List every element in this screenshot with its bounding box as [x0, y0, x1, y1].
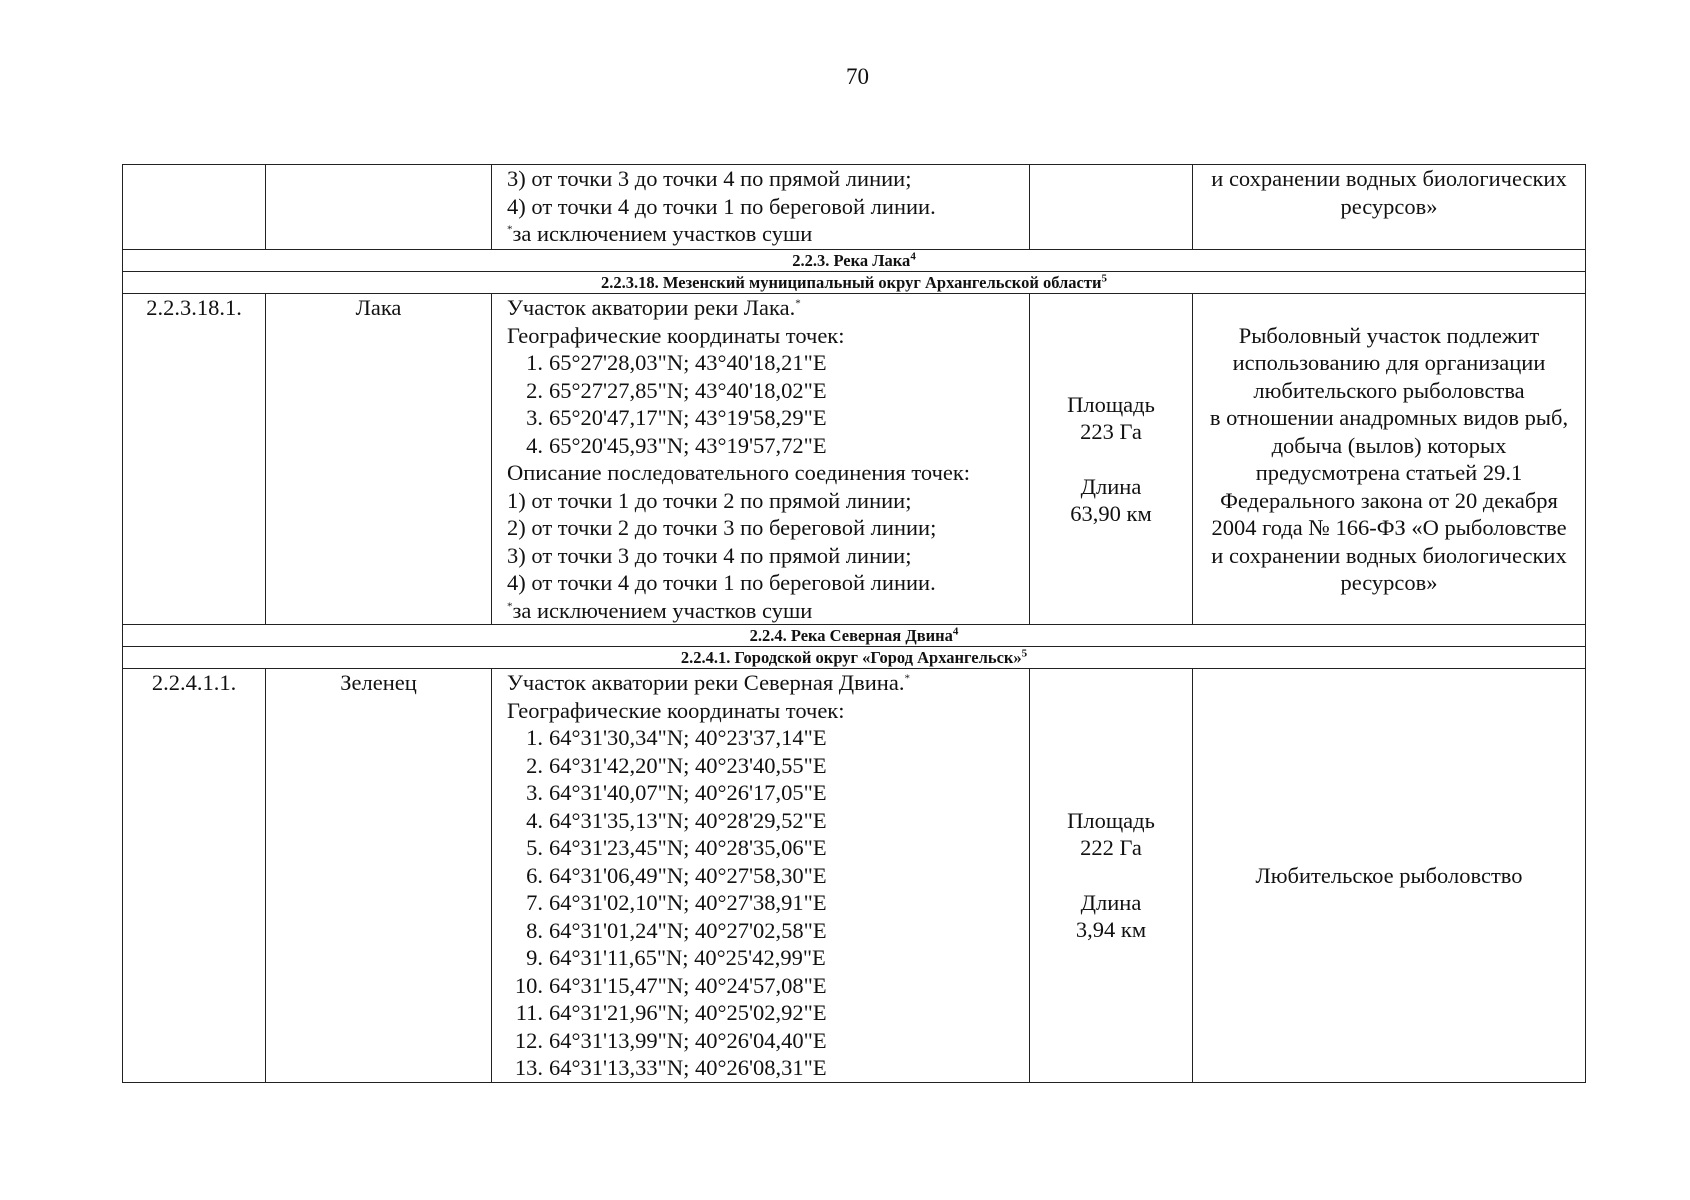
- purpose-line: и сохранении водных биологических: [1211, 166, 1567, 191]
- coords-label: Географические координаты точек:: [507, 322, 845, 348]
- area-label: Площадь: [1067, 391, 1155, 417]
- subsection-heading-row: [123, 272, 1586, 294]
- exclusion-note: *за исключением участков суши: [507, 221, 813, 246]
- size-cell: [1030, 669, 1193, 1083]
- length-value: 3,94 км: [1075, 917, 1147, 943]
- coordinate-item: 13. 64°31'13,33"N; 40°26'08,31"E: [514, 1055, 827, 1080]
- subsection-heading: 2.2.3.18. Мезенский муниципальный округ Архангельской области$^5$: [123, 272, 1586, 294]
- coordinate-item: 9. 64°31'11,65"N; 40°25'42,99"E: [526, 945, 826, 970]
- purpose-cell: Любительское рыболовство: [1193, 669, 1586, 1083]
- coordinate-item: 10. 64°31'15,47"N; 40°24'57,08"E: [514, 972, 827, 998]
- sequence-label: Описание последовательного соединения точек:: [507, 460, 971, 485]
- coordinate-item: 3. 64°31'40,07"N; 40°26'17,05"E: [526, 780, 827, 805]
- coordinate-item: 7. 64°31'02,10"N; 40°27'38,91"E: [526, 890, 827, 915]
- section-heading-row: [123, 625, 1586, 647]
- purpose-line: в отношении анадромных видов рыб,: [1209, 405, 1569, 430]
- description-title: Участок акватории реки Лака.*: [507, 295, 801, 320]
- coordinate-item: 4. 64°31'35,13"N; 40°28'29,52"E: [526, 807, 827, 833]
- purpose-line: добыча (вылов) которых: [1271, 432, 1507, 458]
- size-cell: [1030, 165, 1193, 250]
- description-cell: [492, 165, 1030, 250]
- exclusion-note: *за исключением участков суши: [507, 597, 813, 623]
- purpose-line: любительского рыболовства: [1253, 377, 1525, 403]
- purpose-cell: [1193, 165, 1586, 250]
- coordinate-item: 11. 64°31'21,96"N; 40°25'02,92"E: [515, 1000, 827, 1025]
- length-label: Длина: [1080, 473, 1142, 499]
- table-row: [123, 165, 1586, 250]
- coordinate-item: 1. 65°27'28,03"N; 43°40'18,21"E: [526, 350, 827, 375]
- purpose-line: Рыболовный участок подлежит: [1238, 322, 1540, 348]
- sequence-line: 2) от точки 2 до точки 3 по береговой линии;: [507, 515, 937, 540]
- coords-list: [507, 724, 1029, 1082]
- coordinate-item: 1. 64°31'30,34"N; 40°23'37,14"E: [526, 725, 827, 750]
- coordinate-item: 2. 64°31'42,20"N; 40°23'40,55"E: [526, 752, 827, 778]
- coordinate-item: 12. 64°31'13,99"N; 40°26'04,40"E: [514, 1027, 827, 1053]
- number-cell: 2.2.3.18.1.: [123, 294, 266, 625]
- coordinate-item: 2. 65°27'27,85"N; 43°40'18,02"E: [526, 377, 827, 403]
- area-label: Площадь: [1067, 807, 1155, 833]
- coordinate-item: 5. 64°31'23,45"N; 40°28'35,06"E: [526, 835, 827, 860]
- area-value: 222 Га: [1080, 835, 1142, 861]
- name-cell: Лака: [266, 294, 492, 625]
- purpose-line: использованию для организации: [1232, 350, 1546, 375]
- coords-label: Географические координаты точек:: [507, 697, 845, 723]
- purpose-line: и сохранении водных биологических: [1211, 542, 1567, 568]
- subsection-heading: 2.2.4.1. Городской округ «Город Архангельск»$^5$: [123, 647, 1586, 669]
- subsection-heading-row: [123, 647, 1586, 669]
- name-cell: Зеленец: [266, 669, 492, 1083]
- description-title: Участок акватории реки Северная Двина.*: [507, 670, 910, 695]
- fishing-areas-table: [122, 164, 1586, 1083]
- page-number: 70: [846, 64, 869, 89]
- section-heading: 2.2.3. Река Лака$^4$: [123, 250, 1586, 272]
- number-cell: [123, 165, 266, 250]
- section-heading-row: [123, 250, 1586, 272]
- description-cell: [492, 669, 1030, 1083]
- section-heading: 2.2.4. Река Северная Двина$^4$: [123, 625, 1586, 647]
- sequence-line: 1) от точки 1 до точки 2 по прямой линии;: [507, 487, 912, 513]
- sequence-line: 4) от точки 4 до точки 1 по береговой линии.: [507, 193, 936, 219]
- size-cell: [1030, 294, 1193, 625]
- purpose-line: ресурсов»: [1340, 570, 1438, 595]
- coordinate-item: 8. 64°31'01,24"N; 40°27'02,58"E: [526, 917, 827, 943]
- coordinate-item: 6. 64°31'06,49"N; 40°27'58,30"E: [526, 862, 827, 888]
- name-cell: [266, 165, 492, 250]
- length-label: Длина: [1080, 889, 1142, 915]
- purpose-line: Федерального закона от 20 декабря: [1220, 487, 1558, 513]
- number-cell: 2.2.4.1.1.: [123, 669, 266, 1083]
- area-value: 223 Га: [1080, 419, 1142, 444]
- coordinate-item: 3. 65°20'47,17"N; 43°19'58,29"E: [526, 405, 827, 430]
- purpose-cell: [1193, 294, 1586, 625]
- sequence-line: 3) от точки 3 до точки 4 по прямой линии;: [507, 166, 912, 191]
- purpose-line: ресурсов»: [1340, 193, 1438, 219]
- sequence-line: 3) от точки 3 до точки 4 по прямой линии;: [507, 542, 912, 568]
- purpose-line: предусмотрена статьей 29.1: [1255, 460, 1523, 485]
- coords-list: [507, 349, 1029, 459]
- purpose-line: 2004 года № 166-ФЗ «О рыболовстве: [1211, 515, 1567, 540]
- description-cell: [492, 294, 1030, 625]
- table-row: [123, 669, 1586, 1083]
- table-row: [123, 294, 1586, 625]
- coordinate-item: 4. 65°20'45,93"N; 43°19'57,72"E: [526, 432, 827, 458]
- sequence-line: 4) от точки 4 до точки 1 по береговой линии.: [507, 570, 936, 595]
- length-value: 63,90 км: [1070, 501, 1152, 526]
